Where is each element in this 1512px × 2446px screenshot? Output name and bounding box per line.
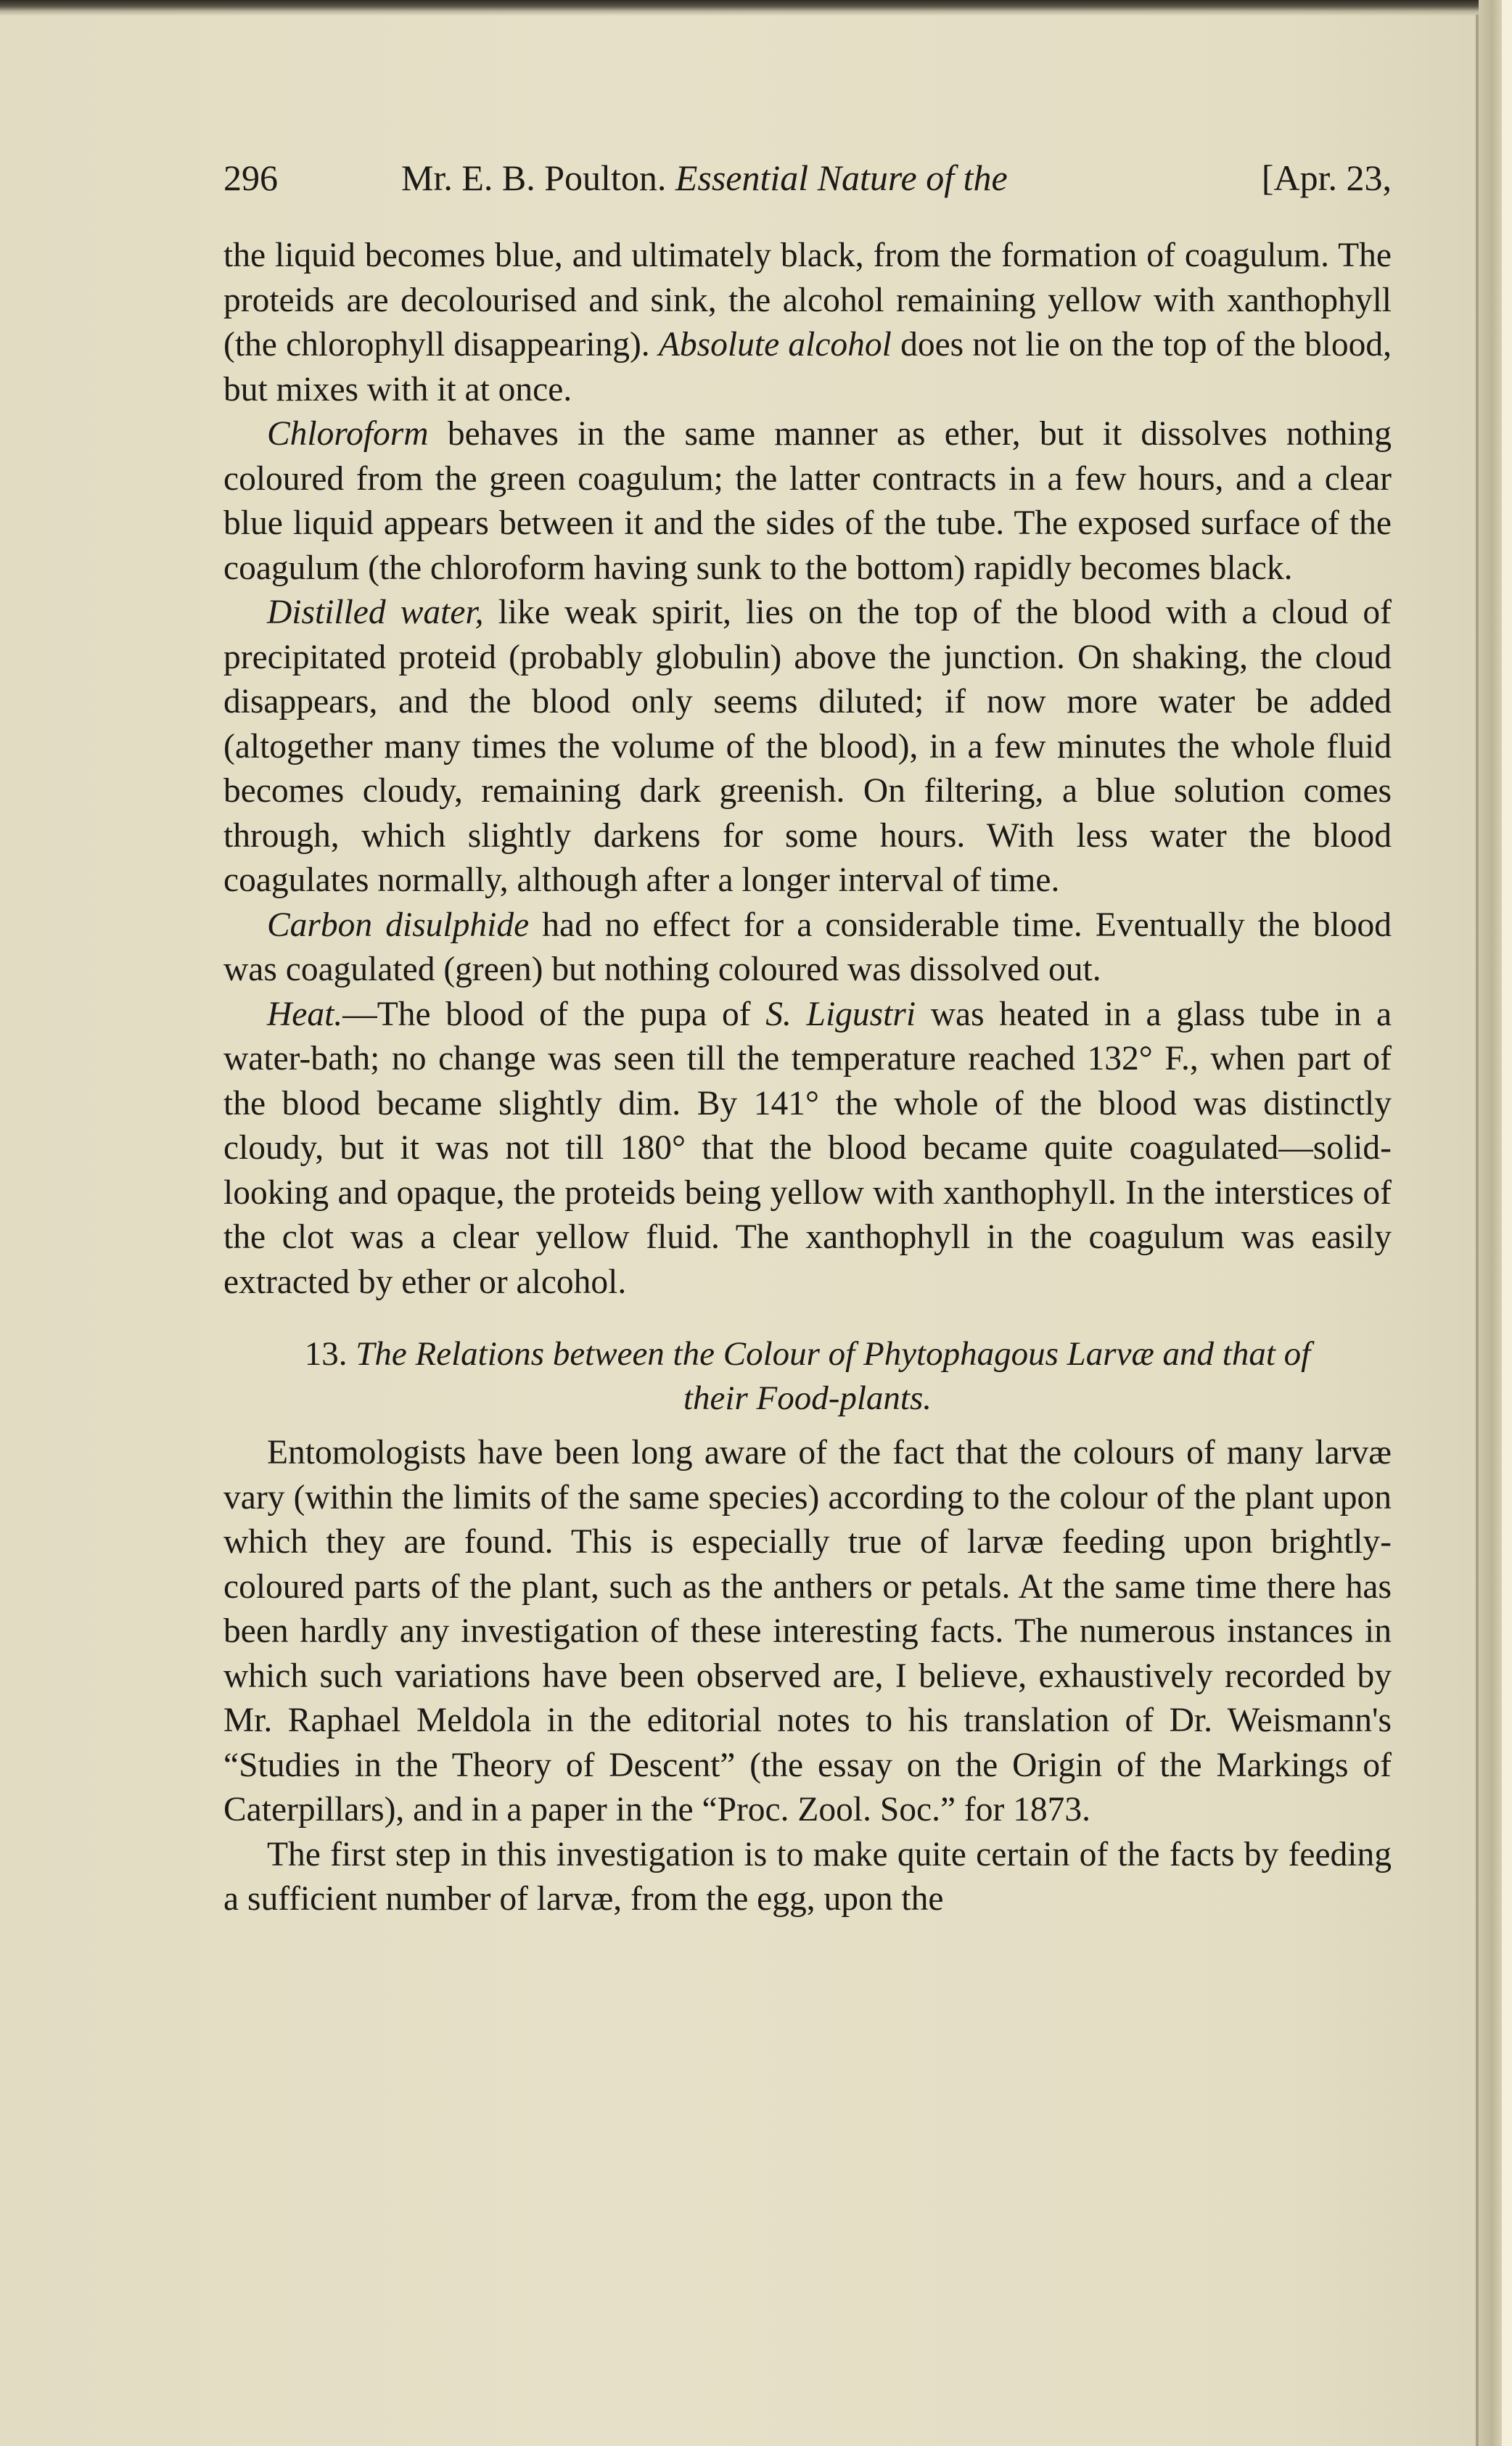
running-head (401, 152, 1008, 203)
body-text (223, 234, 1392, 1922)
paragraph-text: behaves in the same manner as ether, but it dissolves nothing coloured from the green coagulum; the latter contracts in a few hours, and a clear blue liquid appears between it and the sides of the tube. The exposed surface of the coagulum (the chloroform having sunk to the bottom) rapidly becomes black. (223, 415, 1392, 587)
paragraph-text: Entomologists have been long aware of the fact that the colours of many larvæ vary (within the limits of the same species) according to the colour of the plant upon which they are found. This is especially true of larvæ feeding upon brightly-coloured parts of the plant, such as the anthers or petals. At the same time there has been hardly any investigation of these interesting facts. The numerous instances in which such variations have been observed are, I believe, exhaustively recorded by Mr. Raphael Meldola in the editorial notes to his translation of Dr. Weismann's “Studies in the Theory of Descent” (the essay on the Origin of the Markings of Caterpillars), and in a paper in the “Proc. Zool. Soc.” for 1873. (223, 1434, 1392, 1829)
paragraph-text: does not lie on the top of the blood, but mixes with it at once. (223, 326, 1392, 409)
paragraph-first-step (223, 1833, 1392, 1922)
section-number: 13. (304, 1335, 348, 1373)
paragraph-heat (223, 993, 1392, 1305)
paragraph-alcohol (223, 234, 1392, 412)
paragraph-text: The first step in this investigation is to make quite certain of the facts by feeding a sufficient number of larvæ, from the egg, upon the (223, 1835, 1392, 1918)
italic-term: Chloroform (267, 415, 429, 453)
paragraph-text: —The blood of the pupa of (342, 995, 751, 1033)
paragraph-text: the liquid becomes blue, and ultimately black, from the formation of coagulum. The proteids are decolourised and sink, the alcohol remaining yellow with xanthophyll (the chlorophyll disappearing). (223, 237, 1392, 364)
paragraph-entomologists (223, 1431, 1392, 1833)
paragraph-chloroform (223, 412, 1392, 591)
running-head-date: [Apr. 23, (1261, 157, 1392, 198)
page-number: 296 (223, 157, 278, 198)
section-title-line1: The Relations between the Colour of Phytophagous Larvæ and that of (356, 1335, 1311, 1373)
running-head-title: Essential Nature of the (675, 157, 1008, 198)
italic-term: Distilled water, (267, 594, 484, 631)
paragraph-carbon-disulphide (223, 903, 1392, 993)
italic-term: Carbon disulphide (267, 906, 530, 944)
running-header (223, 152, 1392, 203)
paragraph-text: like weak spirit, lies on the top of the blood with a cloud of precipitated proteid (probably globulin) above the junction. On shaking, the cloud disappears, and the blood only seems diluted; if now more water be added (altogether many times the volume of the blood), in a few minutes the whole fluid becomes cloudy, remaining dark greenish. On filtering, a blue solution comes through, which slightly darkens for some hours. With less water the blood coagulates normally, although after a longer interval of time. (223, 594, 1392, 899)
scan-edge-stripe (1502, 0, 1512, 2446)
italic-term: Absolute alcohol (658, 326, 892, 364)
running-head-author: Mr. E. B. Poulton. (401, 157, 667, 198)
italic-species: S. Ligustri (765, 995, 916, 1033)
section-title-line2: their Food-plants. (683, 1379, 932, 1417)
section-heading (223, 1332, 1392, 1421)
paragraph-text: had no effect for a considerable time. Eventually the blood was coagulated (green) but nothing coloured was dissolved out. (223, 906, 1392, 988)
scan-top-shadow (0, 0, 1512, 16)
paragraph-distilled-water (223, 591, 1392, 903)
italic-term: Heat. (267, 995, 343, 1033)
paragraph-text: was heated in a glass tube in a water-bath; no change was seen till the temperature reached 132° F., when part of the blood became slightly dim. By 141° the whole of the blood was distinctly cloudy, but it was not till 180° that the blood became quite coagulated—solid-looking and opaque, the proteids being yellow with xanthophyll. In the interstices of the clot was a clear yellow fluid. The xanthophyll in the coagulum was easily extracted by ether or alcohol. (223, 995, 1392, 1301)
